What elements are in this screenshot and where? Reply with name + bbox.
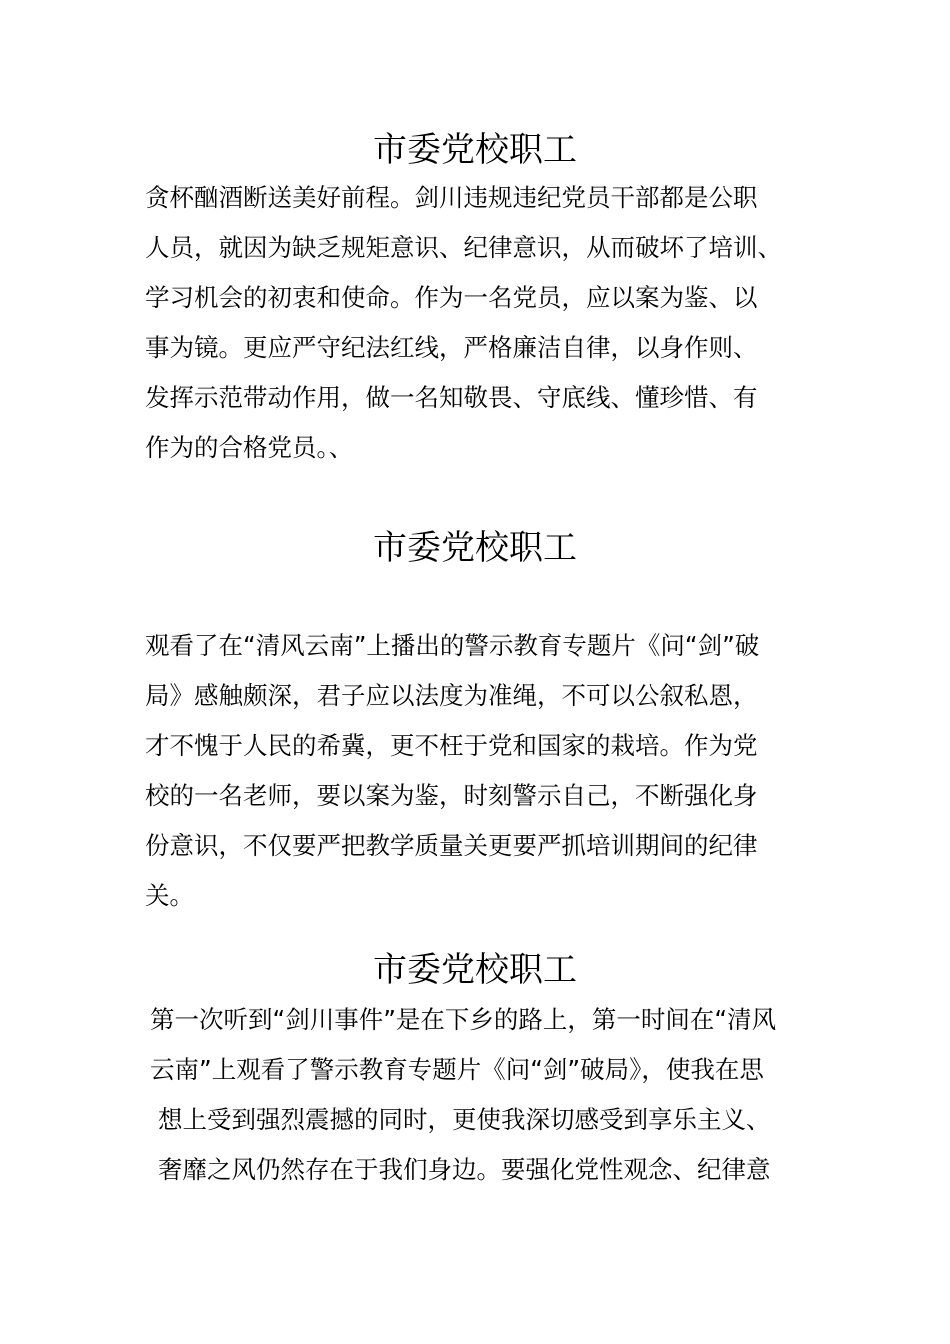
paragraph-line: 份意识，不仅要严把教学质量关更要严抓培训期间的纪律 <box>145 831 758 860</box>
paragraph-line: 事为镜。更应严守纪法红线，严格廉洁自律，以身作则、 <box>145 333 758 362</box>
paragraph-line: 贪杯酗酒断送美好前程。剑川违规违纪党员干部都是公职 <box>145 183 758 212</box>
paragraph-line: 云南”上观看了警示教育专题片《问“剑”破局》，使我在思 <box>150 1055 764 1084</box>
paragraph-line: 第一次听到“剑川事件”是在下乡的路上，第一时间在“清风 <box>150 1005 777 1034</box>
paragraph-line: 学习机会的初衷和使命。作为一名党员，应以案为鉴、以 <box>145 283 758 312</box>
section-heading: 市委党校职工 <box>373 130 577 170</box>
paragraph-line: 作为的合格党员。、 <box>145 433 354 462</box>
section-paragraph <box>145 995 865 1195</box>
paragraph-line: 发挥示范带动作用，做一名知敬畏、守底线、懂珍惜、有 <box>145 383 758 412</box>
paragraph-line: 观看了在“清风云南”上播出的警示教育专题片《问“剑”破 <box>145 631 760 660</box>
section-paragraph <box>145 621 865 921</box>
paragraph-line: 想上受到强烈震撼的同时，更使我深切感受到享乐主义、 <box>158 1105 771 1134</box>
paragraph-line: 校的一名老师，要以案为鉴，时刻警示自己，不断强化身 <box>145 781 758 810</box>
section-paragraph <box>145 173 865 473</box>
paragraph-line: 人员，就因为缺乏规矩意识、纪律意识，从而破坏了培训、 <box>145 233 782 262</box>
section-heading: 市委党校职工 <box>373 950 577 990</box>
paragraph-line: 才不愧于人民的希冀，更不枉于党和国家的栽培。作为党 <box>145 731 758 760</box>
paragraph-line: 奢靡之风仍然存在于我们身边。要强化党性观念、纪律意 <box>158 1155 771 1184</box>
paragraph-line: 局》感触颇深，君子应以法度为准绳，不可以公叙私恩， <box>145 681 758 710</box>
section-heading: 市委党校职工 <box>373 528 577 568</box>
paragraph-line: 关。 <box>145 881 194 910</box>
